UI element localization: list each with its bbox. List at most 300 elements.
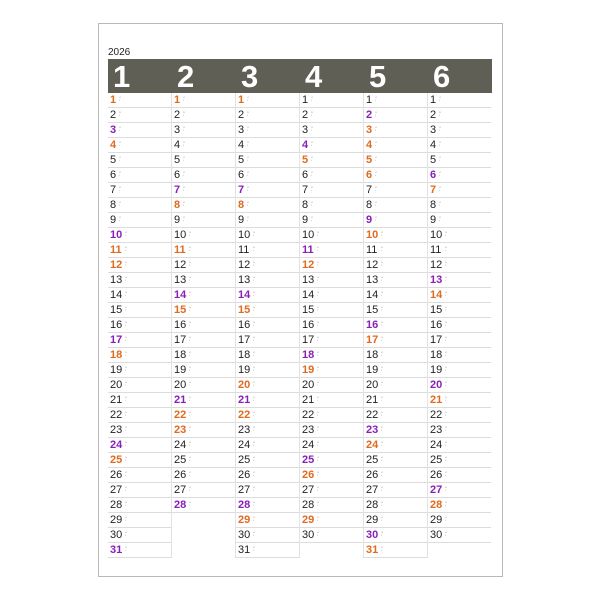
day-number: 14: [174, 289, 187, 301]
day-number: 27: [430, 484, 443, 496]
day-number: 1: [174, 94, 181, 106]
day-row: [108, 123, 171, 138]
calendar-grid: [108, 93, 492, 559]
day-number: 14: [302, 289, 315, 301]
month-number-4: 4: [305, 59, 323, 94]
day-number: 24: [302, 439, 315, 451]
weekday-mark: •• •: [247, 155, 250, 162]
day-number: 1: [238, 94, 245, 106]
day-row: [108, 378, 171, 393]
day-number: 15: [174, 304, 187, 316]
day-row: [172, 228, 235, 243]
day-row: [172, 483, 235, 498]
day-number: 16: [430, 319, 443, 331]
day-row: [236, 393, 299, 408]
day-number: 21: [302, 394, 315, 406]
weekday-mark: •• •: [189, 320, 192, 327]
day-number: 1: [366, 94, 373, 106]
day-number: 30: [110, 529, 123, 541]
day-row: [172, 258, 235, 273]
day-number: 9: [302, 214, 309, 226]
day-number: 5: [430, 154, 437, 166]
weekday-mark: •• •: [317, 515, 320, 522]
day-number: 5: [238, 154, 245, 166]
day-row: [108, 468, 171, 483]
day-row: [236, 273, 299, 288]
weekday-mark: •• •: [253, 230, 256, 237]
weekday-mark: •• •: [125, 335, 128, 342]
weekday-mark: •• •: [311, 170, 314, 177]
day-number: 19: [430, 364, 443, 376]
day-row: [300, 108, 363, 123]
day-row: [428, 303, 491, 318]
day-row: [172, 153, 235, 168]
weekday-mark: •• •: [189, 500, 192, 507]
weekday-mark: •• •: [189, 245, 192, 252]
day-number: 29: [110, 514, 123, 526]
weekday-mark: •• •: [183, 155, 186, 162]
weekday-mark: •• •: [317, 230, 320, 237]
weekday-mark: •• •: [183, 200, 186, 207]
day-number: 13: [366, 274, 379, 286]
weekday-mark: •• •: [445, 455, 448, 462]
weekday-mark: •• •: [119, 170, 122, 177]
day-row: [108, 348, 171, 363]
weekday-mark: •• •: [189, 290, 192, 297]
day-number: 4: [302, 139, 309, 151]
day-row: [236, 288, 299, 303]
day-number: 22: [366, 409, 379, 421]
day-row: [364, 153, 427, 168]
day-number: 14: [238, 289, 251, 301]
day-row: [364, 303, 427, 318]
day-number: 20: [238, 379, 251, 391]
weekday-mark: •• •: [125, 440, 128, 447]
day-row: [236, 168, 299, 183]
day-number: 9: [110, 214, 117, 226]
weekday-mark: •• •: [253, 515, 256, 522]
day-number: 16: [238, 319, 251, 331]
weekday-mark: •• •: [381, 425, 384, 432]
day-number: 2: [366, 109, 373, 121]
day-number: 22: [174, 409, 187, 421]
day-number: 15: [430, 304, 443, 316]
day-row: [428, 108, 491, 123]
day-number: 25: [174, 454, 187, 466]
weekday-mark: •• •: [125, 530, 128, 537]
weekday-mark: •• •: [445, 230, 448, 237]
day-number: 10: [238, 229, 251, 241]
weekday-mark: •• •: [119, 110, 122, 117]
day-number: 3: [110, 124, 117, 136]
day-row: [108, 453, 171, 468]
day-row: [300, 468, 363, 483]
weekday-mark: •• •: [247, 95, 250, 102]
day-number: 20: [430, 379, 443, 391]
day-number: 20: [174, 379, 187, 391]
day-row: [364, 273, 427, 288]
day-number: 8: [430, 199, 437, 211]
day-number: 23: [238, 424, 251, 436]
weekday-mark: •• •: [183, 110, 186, 117]
day-row: [364, 468, 427, 483]
day-number: 5: [174, 154, 181, 166]
day-row: [108, 198, 171, 213]
day-row: [236, 198, 299, 213]
day-number: 27: [174, 484, 187, 496]
day-number: 23: [110, 424, 123, 436]
day-number: 25: [302, 454, 315, 466]
weekday-mark: •• •: [317, 410, 320, 417]
weekday-mark: •• •: [125, 320, 128, 327]
weekday-mark: •• •: [445, 395, 448, 402]
day-number: 16: [366, 319, 379, 331]
day-number: 19: [238, 364, 251, 376]
day-number: 28: [366, 499, 379, 511]
weekday-mark: •• •: [381, 410, 384, 417]
day-number: 30: [366, 529, 379, 541]
day-number: 24: [430, 439, 443, 451]
day-row: [364, 168, 427, 183]
day-number: 17: [238, 334, 251, 346]
weekday-mark: •• •: [247, 125, 250, 132]
weekday-mark: •• •: [125, 350, 128, 357]
day-row: [428, 213, 491, 228]
day-row: [236, 153, 299, 168]
weekday-mark: •• •: [317, 365, 320, 372]
day-row: [300, 273, 363, 288]
day-number: 3: [238, 124, 245, 136]
weekday-mark: •• •: [125, 500, 128, 507]
day-number: 2: [238, 109, 245, 121]
day-row: [236, 423, 299, 438]
day-row: [108, 543, 171, 558]
weekday-mark: •• •: [317, 500, 320, 507]
day-row: [364, 528, 427, 543]
weekday-mark: •• •: [439, 215, 442, 222]
day-number: 11: [174, 244, 186, 256]
day-row: [236, 408, 299, 423]
weekday-mark: •• •: [381, 515, 384, 522]
day-row: [108, 258, 171, 273]
day-number: 26: [430, 469, 443, 481]
weekday-mark: •• •: [125, 455, 128, 462]
day-row: [236, 108, 299, 123]
weekday-mark: •• •: [445, 410, 448, 417]
weekday-mark: •• •: [247, 215, 250, 222]
day-row: [364, 423, 427, 438]
weekday-mark: •• •: [189, 440, 192, 447]
day-row: [300, 363, 363, 378]
weekday-mark: •• •: [317, 440, 320, 447]
day-number: 22: [430, 409, 443, 421]
day-number: 14: [110, 289, 123, 301]
day-number: 30: [430, 529, 443, 541]
day-number: 7: [366, 184, 373, 196]
day-row: [300, 318, 363, 333]
weekday-mark: •• •: [317, 350, 320, 357]
day-number: 25: [366, 454, 379, 466]
weekday-mark: •• •: [125, 515, 128, 522]
day-row: [172, 123, 235, 138]
day-row: [236, 318, 299, 333]
day-number: 26: [366, 469, 379, 481]
day-number: 21: [238, 394, 251, 406]
weekday-mark: •• •: [253, 410, 256, 417]
day-number: 11: [366, 244, 378, 256]
month-column-6: [428, 93, 491, 558]
day-number: 25: [238, 454, 251, 466]
day-number: 29: [430, 514, 443, 526]
day-number: 12: [302, 259, 315, 271]
weekday-mark: •• •: [381, 335, 384, 342]
day-number: 22: [302, 409, 315, 421]
weekday-mark: •• •: [439, 155, 442, 162]
weekday-mark: •• •: [445, 500, 448, 507]
day-row: [108, 213, 171, 228]
weekday-mark: •• •: [253, 485, 256, 492]
day-row: [172, 108, 235, 123]
weekday-mark: •• •: [311, 185, 314, 192]
weekday-mark: •• •: [381, 245, 384, 252]
weekday-mark: •• •: [381, 290, 384, 297]
day-row: [364, 183, 427, 198]
day-number: 8: [238, 199, 245, 211]
weekday-mark: •• •: [311, 155, 314, 162]
weekday-mark: •• •: [381, 500, 384, 507]
day-row: [300, 423, 363, 438]
weekday-mark: •• •: [317, 380, 320, 387]
month-column-3: [236, 93, 299, 558]
day-number: 6: [302, 169, 309, 181]
weekday-mark: •• •: [375, 215, 378, 222]
weekday-mark: •• •: [253, 305, 256, 312]
month-number-1: 1: [113, 59, 131, 94]
day-number: 12: [110, 259, 123, 271]
weekday-mark: •• •: [445, 275, 448, 282]
day-number: 20: [302, 379, 315, 391]
weekday-mark: •• •: [189, 275, 192, 282]
day-row: [236, 438, 299, 453]
weekday-mark: •• •: [381, 485, 384, 492]
weekday-mark: •• •: [317, 275, 320, 282]
day-row: [364, 453, 427, 468]
day-row: [108, 168, 171, 183]
weekday-mark: •• •: [381, 440, 384, 447]
weekday-mark: •• •: [445, 260, 448, 267]
weekday-mark: •• •: [381, 395, 384, 402]
day-row: [364, 288, 427, 303]
weekday-mark: •• •: [445, 440, 448, 447]
weekday-mark: •• •: [189, 455, 192, 462]
weekday-mark: •• •: [317, 470, 320, 477]
month-header-bar: [108, 59, 492, 93]
weekday-mark: •• •: [317, 245, 320, 252]
day-number: 29: [302, 514, 315, 526]
day-number: 24: [174, 439, 187, 451]
day-number: 13: [302, 274, 315, 286]
weekday-mark: •• •: [253, 470, 256, 477]
day-row: [300, 243, 363, 258]
day-number: 4: [366, 139, 373, 151]
day-number: 12: [430, 259, 443, 271]
weekday-mark: •• •: [247, 170, 250, 177]
day-number: 3: [366, 124, 373, 136]
weekday-mark: •• •: [119, 125, 122, 132]
day-number: 25: [110, 454, 123, 466]
weekday-mark: •• •: [445, 245, 448, 252]
weekday-mark: •• •: [247, 110, 250, 117]
day-row: [300, 288, 363, 303]
weekday-mark: •• •: [381, 230, 384, 237]
day-row: [108, 318, 171, 333]
day-number: 14: [366, 289, 379, 301]
weekday-mark: •• •: [445, 365, 448, 372]
day-number: 12: [366, 259, 379, 271]
weekday-mark: •• •: [445, 515, 448, 522]
weekday-mark: •• •: [183, 215, 186, 222]
weekday-mark: •• •: [317, 530, 320, 537]
day-number: 26: [238, 469, 251, 481]
weekday-mark: •• •: [375, 200, 378, 207]
day-row: [300, 228, 363, 243]
weekday-mark: •• •: [253, 500, 256, 507]
weekday-mark: •• •: [445, 320, 448, 327]
day-row: [364, 393, 427, 408]
day-row: [108, 408, 171, 423]
day-number: 1: [302, 94, 309, 106]
day-number: 7: [430, 184, 437, 196]
day-row: [364, 483, 427, 498]
weekday-mark: •• •: [253, 545, 256, 552]
weekday-mark: •• •: [189, 350, 192, 357]
day-row: [300, 498, 363, 513]
day-row: [300, 303, 363, 318]
weekday-mark: •• •: [189, 395, 192, 402]
day-row: [300, 183, 363, 198]
day-number: 22: [238, 409, 251, 421]
weekday-mark: •• •: [439, 110, 442, 117]
day-number: 22: [110, 409, 123, 421]
day-number: 1: [110, 94, 117, 106]
day-number: 1: [430, 94, 437, 106]
day-row: [300, 333, 363, 348]
day-row: [172, 363, 235, 378]
day-number: 8: [302, 199, 309, 211]
weekday-mark: •• •: [253, 395, 256, 402]
day-row: [236, 498, 299, 513]
day-number: 19: [366, 364, 379, 376]
day-row: [236, 123, 299, 138]
day-number: 8: [174, 199, 181, 211]
day-row: [428, 168, 491, 183]
weekday-mark: •• •: [445, 335, 448, 342]
day-number: 31: [238, 544, 251, 556]
weekday-mark: •• •: [119, 200, 122, 207]
day-row: [236, 183, 299, 198]
day-number: 17: [366, 334, 379, 346]
day-row: [428, 348, 491, 363]
day-number: 16: [110, 319, 123, 331]
day-number: 19: [302, 364, 315, 376]
weekday-mark: •• •: [311, 215, 314, 222]
weekday-mark: •• •: [125, 290, 128, 297]
day-number: 6: [174, 169, 181, 181]
day-row: [364, 108, 427, 123]
weekday-mark: •• •: [125, 425, 128, 432]
day-row: [364, 378, 427, 393]
day-row: [428, 93, 491, 108]
day-row: [172, 138, 235, 153]
day-number: 19: [174, 364, 187, 376]
day-row: [428, 528, 491, 543]
day-number: 3: [302, 124, 309, 136]
day-row: [364, 228, 427, 243]
day-row: [172, 303, 235, 318]
month-column-5: [364, 93, 427, 558]
weekday-mark: •• •: [375, 140, 378, 147]
day-row: [108, 153, 171, 168]
day-row: [300, 168, 363, 183]
day-number: 27: [110, 484, 123, 496]
day-row: [300, 453, 363, 468]
day-row: [172, 333, 235, 348]
weekday-mark: •• •: [317, 320, 320, 327]
weekday-mark: •• •: [381, 470, 384, 477]
weekday-mark: •• •: [317, 485, 320, 492]
day-number: 25: [430, 454, 443, 466]
day-row: [236, 528, 299, 543]
day-number: 28: [238, 499, 251, 511]
day-row: [428, 183, 491, 198]
day-number: 28: [174, 499, 187, 511]
day-number: 14: [430, 289, 443, 301]
day-number: 27: [302, 484, 315, 496]
weekday-mark: •• •: [375, 125, 378, 132]
weekday-mark: •• •: [125, 365, 128, 372]
day-number: 9: [174, 214, 181, 226]
day-row: [108, 228, 171, 243]
weekday-mark: •• •: [311, 95, 314, 102]
day-row: [172, 408, 235, 423]
day-row: [300, 123, 363, 138]
weekday-mark: •• •: [253, 425, 256, 432]
weekday-mark: •• •: [253, 260, 256, 267]
day-row: [172, 288, 235, 303]
weekday-mark: •• •: [253, 350, 256, 357]
weekday-mark: •• •: [119, 215, 122, 222]
month-column-4: [300, 93, 363, 558]
day-number: 5: [110, 154, 117, 166]
day-row: [300, 408, 363, 423]
weekday-mark: •• •: [253, 455, 256, 462]
day-row: [428, 498, 491, 513]
day-row: [172, 243, 235, 258]
day-row: [108, 243, 171, 258]
day-row: [236, 243, 299, 258]
month-number-5: 5: [369, 59, 387, 94]
weekday-mark: •• •: [183, 140, 186, 147]
weekday-mark: •• •: [247, 185, 250, 192]
weekday-mark: •• •: [119, 155, 122, 162]
day-number: 23: [430, 424, 443, 436]
weekday-mark: •• •: [381, 545, 384, 552]
weekday-mark: •• •: [189, 425, 192, 432]
day-number: 24: [366, 439, 379, 451]
day-number: 9: [430, 214, 437, 226]
day-row: [300, 378, 363, 393]
day-row: [172, 213, 235, 228]
